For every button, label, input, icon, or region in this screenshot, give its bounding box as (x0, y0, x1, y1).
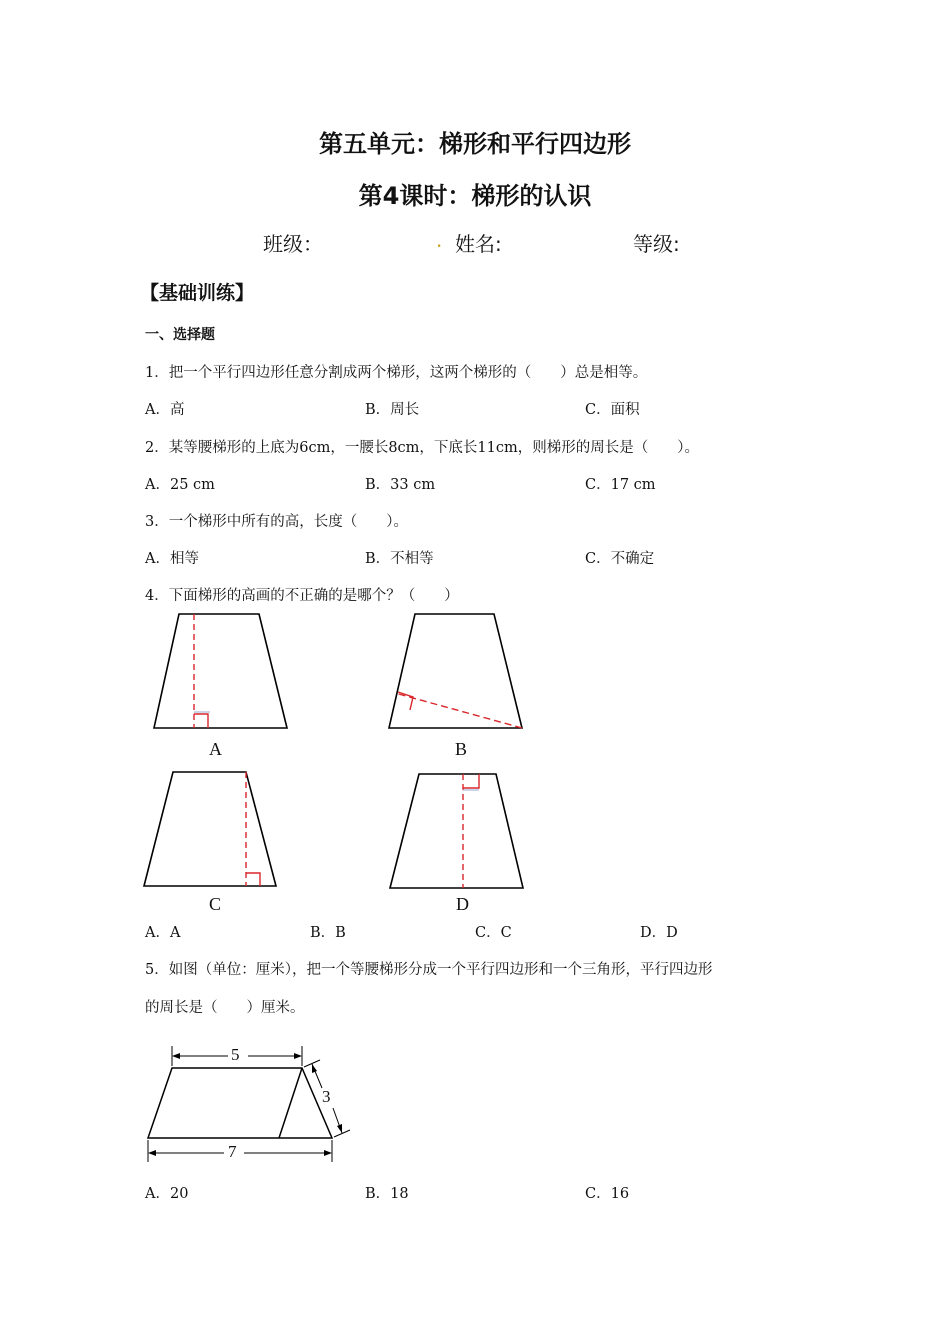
question-3: 3．一个梯形中所有的高，长度（ ）。 (145, 514, 408, 530)
class-label: 班级： (263, 232, 323, 256)
figure-label-b: B (455, 739, 468, 759)
name-label: 姓名: (455, 232, 502, 256)
q5-option-b: B．18 (365, 1186, 409, 1202)
q4-option-c: C．C (475, 925, 512, 941)
separator-dot: . (436, 228, 443, 252)
q5-bottom-value: 7 (228, 1142, 237, 1161)
question-5-line-1: 5．如图（单位：厘米），把一个等腰梯形分成一个平行四边形和一个三角形，平行四边形 (145, 962, 713, 978)
question-2: 2．某等腰梯形的上底为6cm，一腰长8cm，下底长11cm，则梯形的周长是（ ）。 (145, 440, 699, 456)
unit-title: 第五单元：梯形和平行四边形 (319, 130, 631, 158)
q5-option-c: C．16 (585, 1186, 630, 1202)
section-title: 【基础训练】 (140, 282, 255, 304)
q1-option-b: B．周长 (365, 402, 420, 418)
q4-option-a: A．A (145, 925, 181, 941)
q5-top-value: 5 (231, 1045, 240, 1064)
q1-option-c: C．面积 (585, 402, 640, 418)
q4-option-b: B．B (310, 925, 346, 941)
question-5-line-2: 的周长是（ ）厘米。 (145, 1000, 305, 1016)
q2-option-a: A．25 cm (145, 477, 215, 493)
section-subtitle: 一、选择题 (145, 327, 215, 343)
lesson-title: 第4课时：梯形的认识 (358, 182, 592, 210)
figure-label-d: D (456, 894, 469, 914)
q5-option-a: A．20 (145, 1186, 189, 1202)
q3-option-b: B．不相等 (365, 551, 434, 567)
question-1: 1．把一个平行四边形任意分割成两个梯形，这两个梯形的（ ）总是相等。 (145, 365, 648, 381)
q3-option-c: C．不确定 (585, 551, 655, 567)
figure-label-a: A (209, 739, 222, 759)
grade-label: 等级: (633, 232, 680, 256)
q2-option-c: C．17 cm (585, 477, 656, 493)
q1-option-a: A．高 (145, 402, 185, 418)
figure-label-c: C (209, 894, 222, 914)
q5-side-value: 3 (322, 1087, 331, 1106)
q3-option-a: A．相等 (145, 551, 199, 567)
q2-option-b: B．33 cm (365, 477, 436, 493)
question-4: 4．下面梯形的高画的不正确的是哪个？（ ） (145, 588, 459, 604)
q4-option-d: D．D (640, 925, 678, 941)
